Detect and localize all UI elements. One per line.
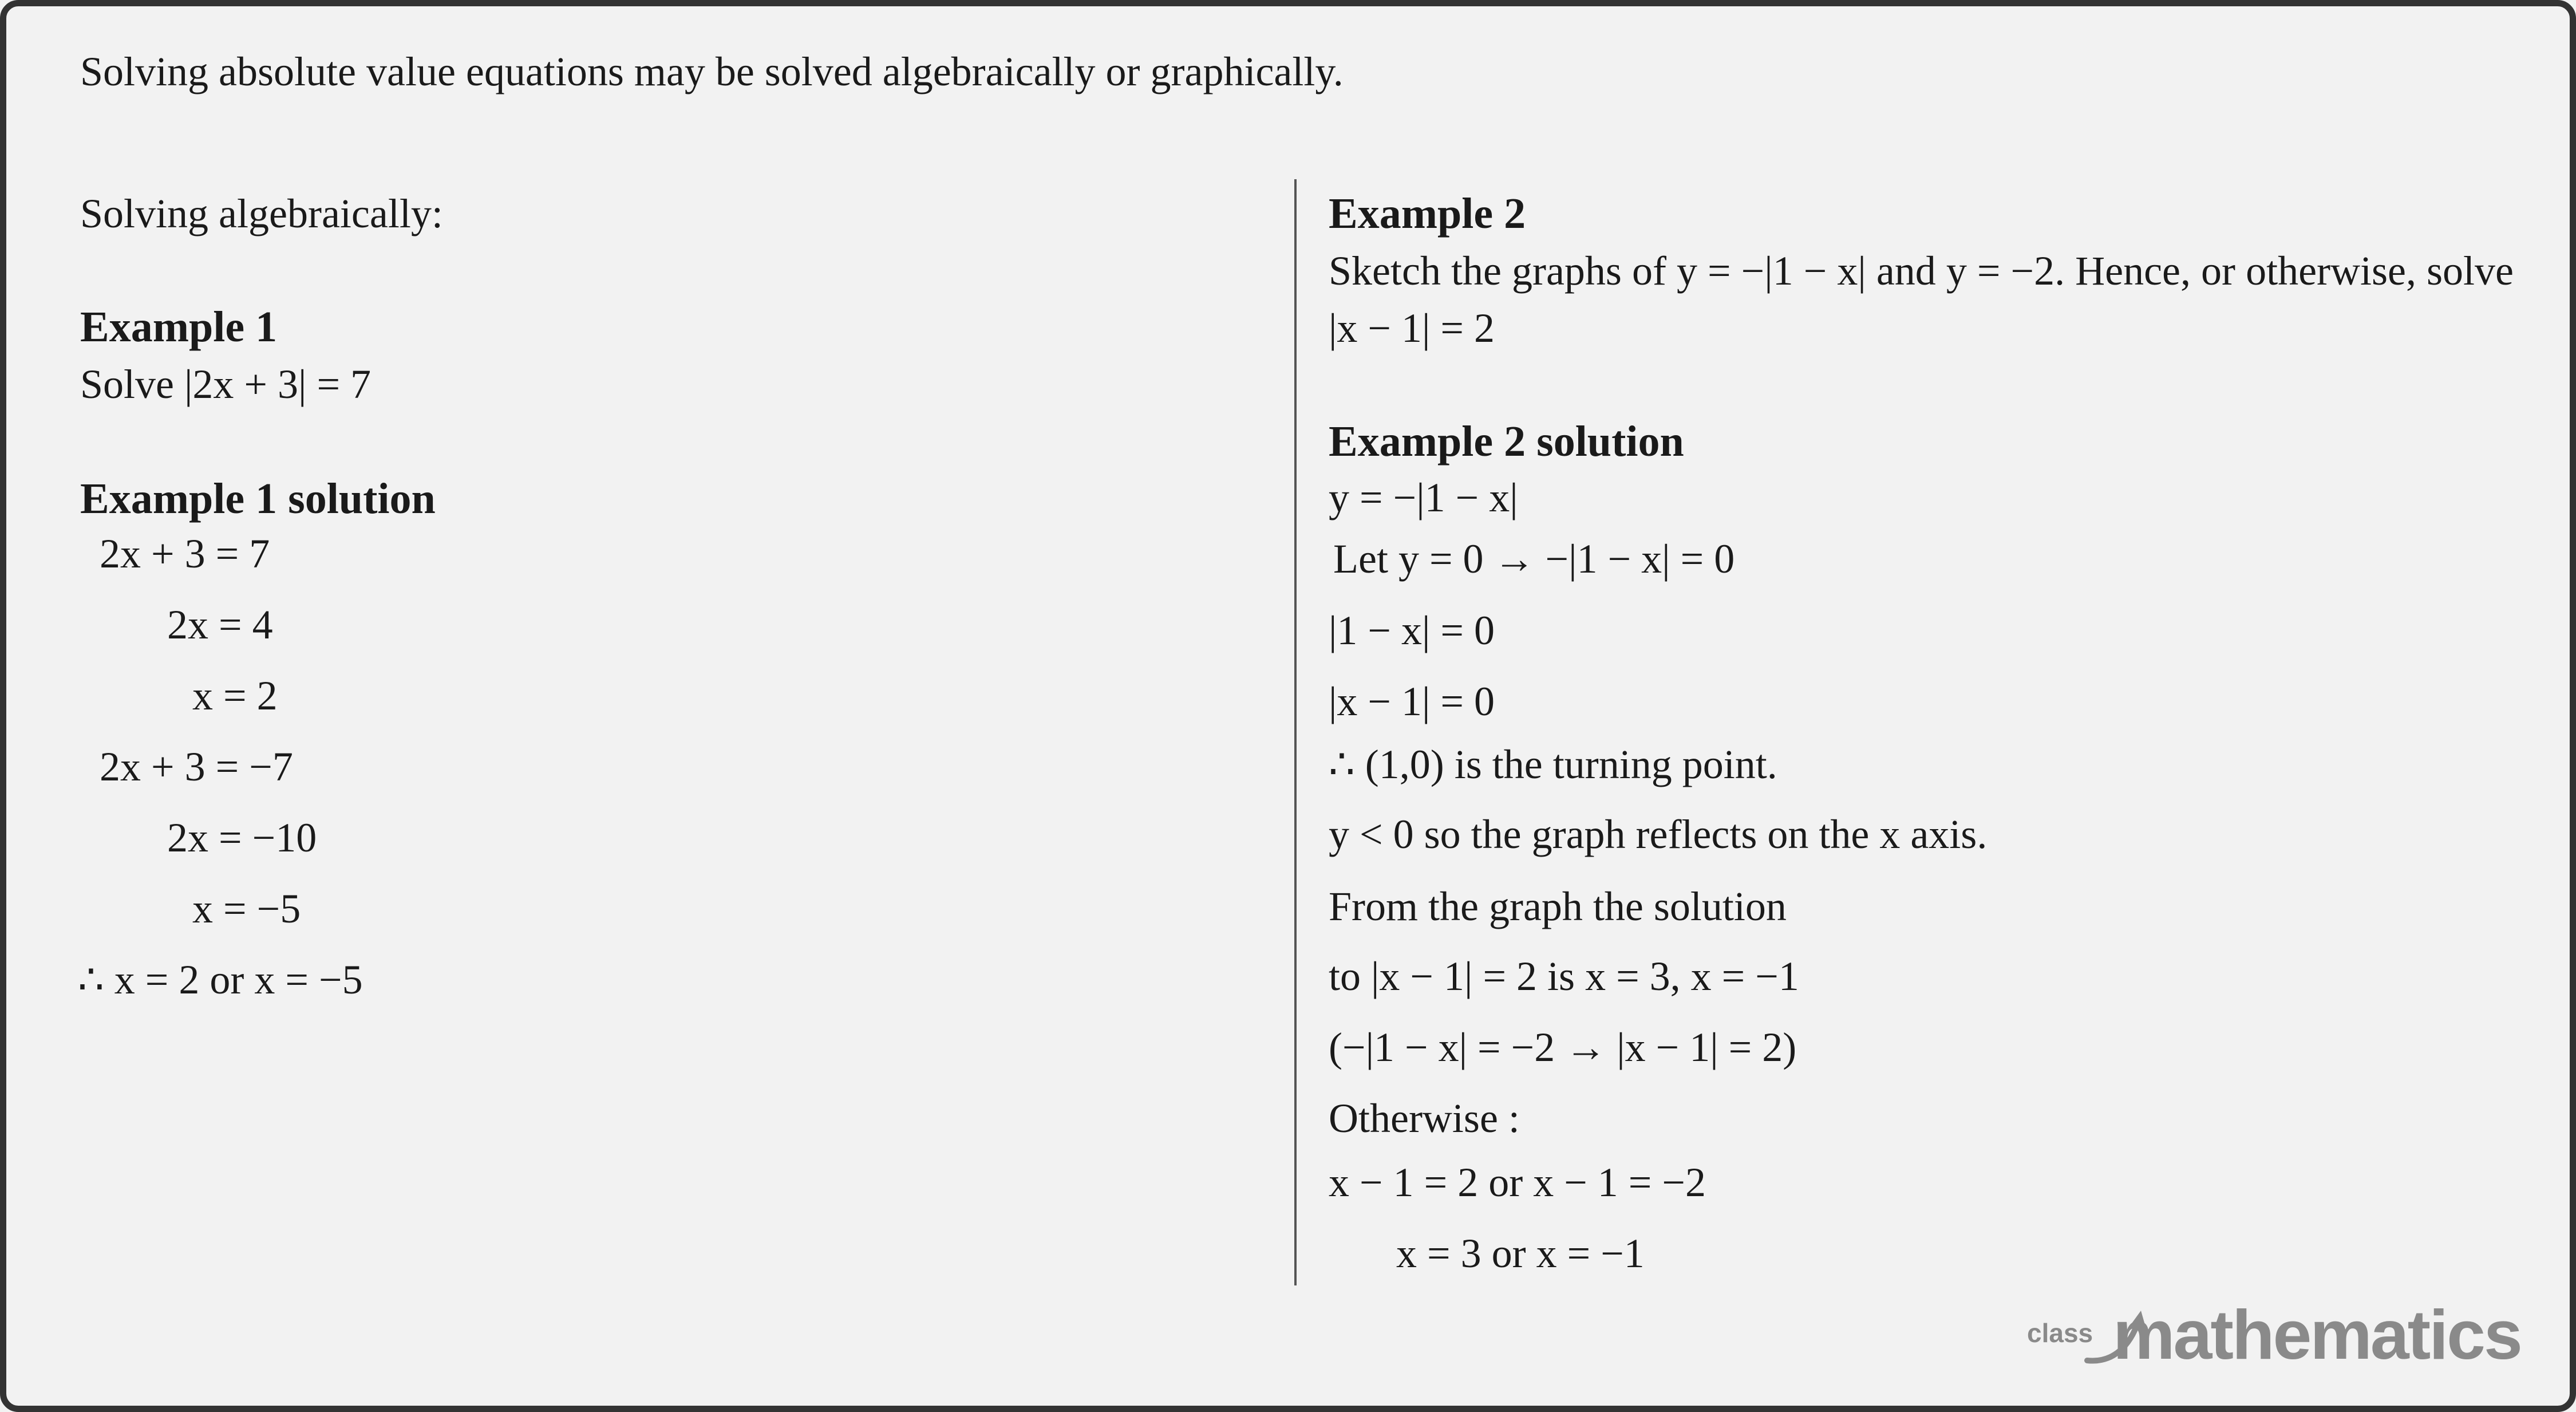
example1-question: Solve |2x + 3| = 7 [80, 361, 372, 407]
example1-step: x = 2 [192, 673, 278, 719]
example2-conclusion: x = 3 or x = −1 [1396, 1230, 1645, 1276]
example1-step: 2x + 3 = −7 [100, 744, 293, 790]
example2-step: y < 0 so the graph reflects on the x axis. [1329, 811, 1988, 857]
example2-step: Otherwise : [1329, 1095, 1520, 1141]
example2-step: |1 − x| = 0 [1329, 608, 1495, 653]
example2-step: (−|1 − x| = −2 → |x − 1| = 2) [1329, 1024, 1797, 1070]
example1-step: 2x = −10 [167, 815, 317, 861]
example2-step: |x − 1| = 0 [1329, 679, 1495, 724]
example1-title: Example 1 [80, 303, 278, 351]
example2-title: Example 2 [1329, 190, 1526, 238]
column-divider [1294, 179, 1297, 1285]
example2-solution-title: Example 2 solution [1329, 417, 1684, 466]
example2-question: Sketch the graphs of y = −|1 − x| and y = −2. Hence, or otherwise, solve |x − 1| = 2 [1329, 248, 2514, 351]
example2-step: x − 1 = 2 or x − 1 = −2 [1329, 1159, 1706, 1205]
example1-conclusion: ∴ x = 2 or x = −5 [78, 957, 363, 1003]
example2-step: ∴ (1,0) is the turning point. [1329, 742, 1777, 787]
example2-step: From the graph the solution [1329, 884, 1787, 929]
classmathematics-logo [2027, 1295, 2521, 1374]
example1-solution-title: Example 1 solution [80, 475, 436, 523]
algebraic-subtitle: Solving algebraically: [80, 191, 443, 236]
logo-large-text: mathematics [2113, 1296, 2521, 1374]
intro-text: Solving absolute value equations may be solved algebraically or graphically. [80, 49, 1344, 94]
example1-step: x = −5 [192, 886, 301, 932]
example2-step: Let y = 0 → −|1 − x| = 0 [1333, 536, 1735, 582]
example2-step: to |x − 1| = 2 is x = 3, x = −1 [1329, 953, 1799, 999]
logo-small-text: class [2027, 1318, 2093, 1348]
example1-step: 2x + 3 = 7 [100, 531, 270, 577]
example1-step: 2x = 4 [167, 602, 273, 648]
example2-step: y = −|1 − x| [1329, 475, 1518, 520]
